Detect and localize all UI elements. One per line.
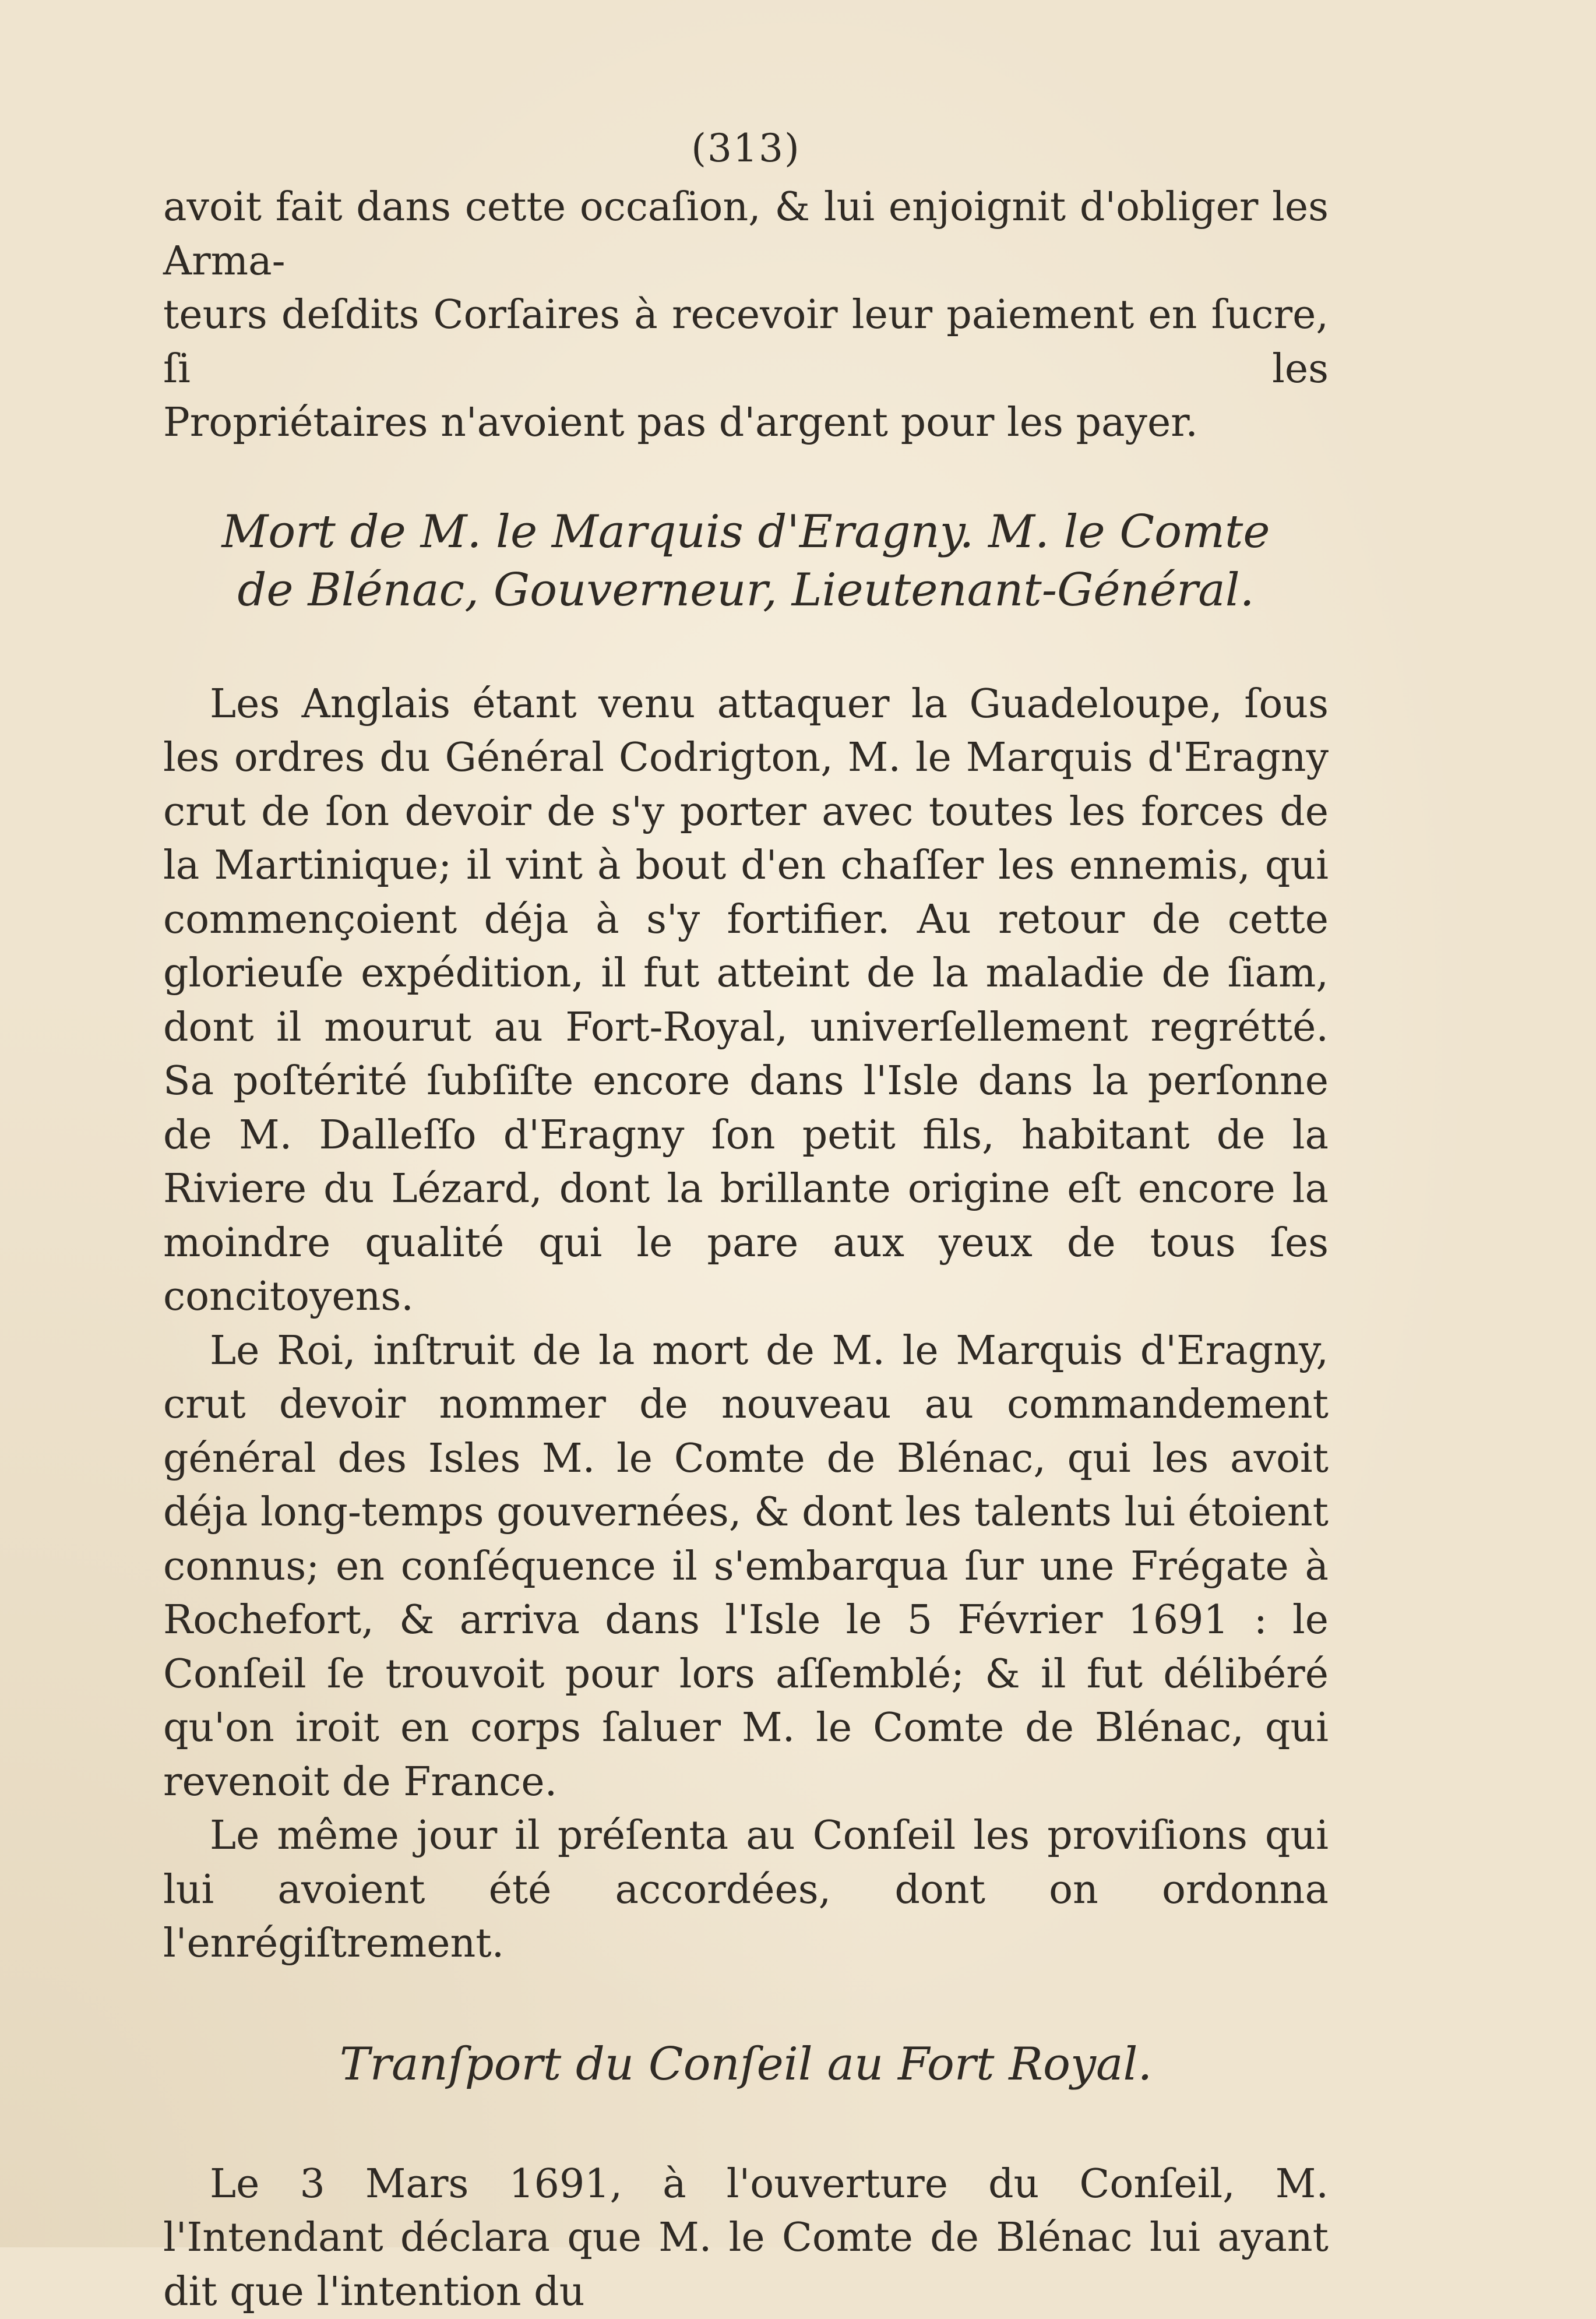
text-line: Propriétaires n'avoient pas d'argent pour les payer. [163,396,1329,450]
page-content [163,122,1329,2319]
text-line: avoit fait dans cette occaſion, & lui enjoignit d'obliger les Arma- [163,181,1329,288]
section-heading-transport: Tranſport du Conſeil au Fort Royal. [163,2035,1329,2094]
section-heading-death-eragny [163,503,1329,619]
paragraph-mars: Le 3 Mars 1691, à l'ouverture du Conſeil, M. l'Intendant déclara que M. le Comte de Blénac lui ayant dit que l'intention du [163,2158,1329,2319]
paragraph-roi: Le Roi, inſtruit de la mort de M. le Marquis d'Eragny, crut devoir nommer de nouveau au commandement général des Isles M. le Comte de Blénac, qui les avoit déja long-temps gouvernées, & dont les talents lui étoient connus; en conſéquence il s'embarqua ſur une Frégate à Rochefort, & arriva dans l'Isle le 5 Février 1691 : le Conſeil ſe trouvoit pour lors aſſemblé; & il fut délibéré qu'on iroit en corps ſaluer M. le Comte de Blénac, qui revenoit de France. [163,1324,1329,1810]
paragraph-guadeloupe: Les Anglais étant venu attaquer la Guadeloupe, ſous les ordres du Général Codrigton, M. le Marquis d'Eragny crut de ſon devoir de s'y porter avec toutes les forces de la Martinique; il vint à bout d'en chaſſer les ennemis, qui commençoient déja à s'y fortifier. Au retour de cette glorieuſe expédition, il fut atteint de la maladie de ſiam, dont il mourut au Fort-Royal, univerſellement regrétté. Sa poſtérité ſubſiſte encore dans l'Isle dans la perſonne de M. Dalleſſo d'Eragny ſon petit fils, habitant de la Riviere du Lézard, dont la brillante origine eſt encore la moindre qualité qui le pare aux yeux de tous ſes concitoyens. [163,678,1329,1324]
continued-paragraph [163,181,1329,450]
text-line: teurs deſdits Corſaires à recevoir leur paiement en ſucre, ſi les [163,288,1329,396]
page-number: (313) [163,122,1329,175]
heading-line: de Blénac, Gouverneur, Lieutenant-Général. [163,561,1329,619]
heading-line: Mort de M. le Marquis d'Eragny. M. le Comte [163,503,1329,561]
paragraph-provisions: Le même jour il préſenta au Conſeil les proviſions qui lui avoient été accordées, dont on ordonna l'enrégiſtrement. [163,1809,1329,1971]
